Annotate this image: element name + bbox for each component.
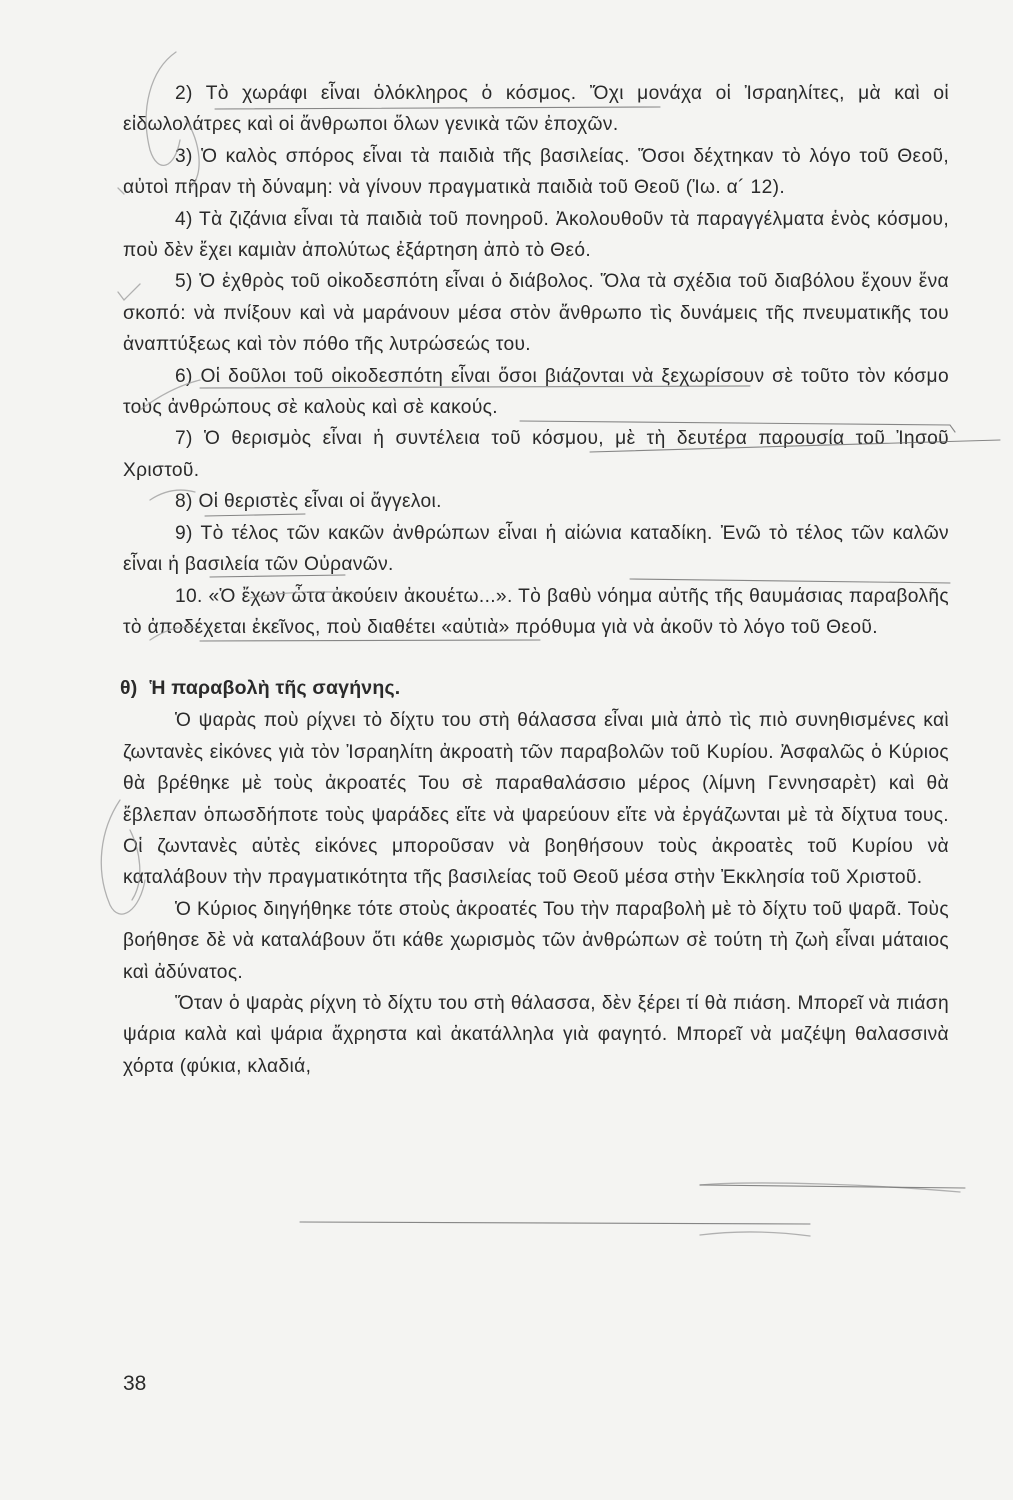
- pencil-stroke: [700, 1232, 810, 1236]
- underline-mark: [700, 1185, 965, 1188]
- underline-mark: [300, 1222, 810, 1224]
- list-item-10: 10. «Ὁ ἔχων ὦτα ἀκούειν ἀκουέτω...». Τὸ βαθὺ νόημα αὐτῆς τῆς θαυμάσιας παραβολῆς τὸ ἀποδέχεται ἐκεῖνος, ποὺ διαθέτει «αὐτιὰ» πρόθυμα γιὰ νὰ ἀκοῦν τὸ λόγο τοῦ Θεοῦ.: [123, 585, 949, 638]
- list-item-9: 9) Τὸ τέλος τῶν κακῶν ἀνθρώπων εἶναι ἡ αἰώνια καταδίκη. Ἐνῶ τὸ τέλος τῶν καλῶν εἶναι ἡ βασιλεία τῶν Οὐρανῶν.: [123, 522, 949, 576]
- body-paragraph-1: Ὁ ψαρὰς ποὺ ρίχνει τὸ δίχτυ του στὴ θάλασσα εἶναι μιὰ ἀπὸ τὶς πιὸ συνηθισμένες καὶ ζωντανὲς εἰκόνες γιὰ τὸν Ἰσραηλίτη ἀκροατὴ τῶν παραβολῶν τοῦ Κυρίου. Ἀσφαλῶς ὁ Κύριος θὰ βρέθηκε μὲ τοὺς ἀκροατές Του σὲ παραθαλάσσιο μέρος (λίμνη Γεννησαρὲτ) καὶ θὰ ἔβλεπαν ὁπωσδήποτε τοὺς ψαράδες εἴτε νὰ ψαρεύουν εἴτε νὰ ἐργάζωνται μὲ τὰ δίχτυα τους. Οἱ ζωντανὲς αὐτὲς εἰκόνες μποροῦσαν νὰ βοηθήσουν τοὺς ἀκροατὲς τοῦ Κυρίου νὰ καταλάβουν τὴν πραγματικότητα τῆς βασιλείας τοῦ Θεοῦ μέσα στὴν Ἐκκλησία τοῦ Χριστοῦ.: [123, 710, 949, 889]
- list-item-6: 6) Οἱ δοῦλοι τοῦ οἰκοδεσπότη εἶναι ὅσοι βιάζονται νὰ ξεχωρίσουν σὲ τοῦτο τὸν κόσμο τοὺς ἀνθρώπους σὲ καλοὺς καὶ σὲ κακούς.: [123, 365, 949, 419]
- body-paragraph-2: Ὁ Κύριος διηγήθηκε τότε στοὺς ἀκροατές Του τὴν παραβολὴ μὲ τὸ δίχτυ τοῦ ψαρᾶ. Τοὺς βοήθησε δὲ νὰ καταλάβουν ὅτι κάθε χωρισμὸς τῶν ἀνθρώπων σὲ τούτη τὴ ζωὴ εἶναι μάταιος καὶ ἀδύνατος.: [123, 898, 949, 983]
- list-item-2: 2) Τὸ χωράφι εἶναι ὁλόκληρος ὁ κόσμος. Ὄχι μονάχα οἱ Ἰσραηλίτες, μὰ καὶ οἱ εἰδωλολάτρες καὶ οἱ ἄνθρωποι ὅλων γενικὰ τῶν ἐποχῶν.: [123, 83, 949, 136]
- page-number: 38: [123, 1372, 147, 1395]
- list-item-5: 5) Ὁ ἐχθρὸς τοῦ οἰκοδεσπότη εἶναι ὁ διάβολος. Ὅλα τὰ σχέδια τοῦ διαβόλου ἔχουν ἕνα σκοπό: νὰ πνίξουν καὶ νὰ μαράνουν μέσα στὸν ἄνθρωπο τὶς δυνάμεις τῆς πνευματικῆς του ἀναπτύξεως καὶ τὸν πόθο τῆς λυτρώσεώς του.: [123, 271, 949, 356]
- section-heading: [120, 671, 946, 705]
- list-item-3: 3) Ὁ καλὸς σπόρος εἶναι τὰ παιδιὰ τῆς βασιλείας. Ὅσοι δέχτηκαν τὸ λόγο τοῦ Θεοῦ, αὐτοὶ πῆραν τὴ δύναμη: νὰ γίνουν πραγματικὰ παιδιὰ τοῦ Θεοῦ (Ἰω. α´ 12).: [123, 145, 949, 199]
- body-paragraph-3: Ὅταν ὁ ψαρὰς ρίχνη τὸ δίχτυ του στὴ θάλασσα, δὲν ξέρει τί θὰ πιάση. Μπορεῖ νὰ πιάση ψάρια καλὰ καὶ ψάρια ἄχρηστα καὶ ἀκατάλληλα γιὰ φαγητό. Μπορεῖ νὰ μαζέψη θαλασσινὰ χόρτα (φύκια, κλαδιά,: [123, 992, 949, 1077]
- section-title: Ἡ παραβολὴ τῆς σαγήνης.: [149, 677, 401, 700]
- list-item-4: 4) Τὰ ζιζάνια εἶναι τὰ παιδιὰ τοῦ πονηροῦ. Ἀκολουθοῦν τὰ παραγγέλματα ἑνὸς κόσμου, ποὺ δὲν ἔχει καμιὰν ἀπολύτως ἐξάρτηση ἀπὸ τὸ Θεό.: [123, 208, 949, 262]
- pencil-stroke: [700, 1183, 960, 1192]
- section-number: θ): [120, 677, 138, 700]
- page-text: [120, 78, 949, 1082]
- list-item-8: 8) Οἱ θεριστὲς εἶναι οἱ ἄγγελοι.: [175, 491, 442, 513]
- list-item-7: 7) Ὁ θερισμὸς εἶναι ἡ συντέλεια τοῦ κόσμου, μὲ τὴ δευτέρα παρουσία τοῦ Ἰησοῦ Χριστοῦ.: [123, 428, 949, 481]
